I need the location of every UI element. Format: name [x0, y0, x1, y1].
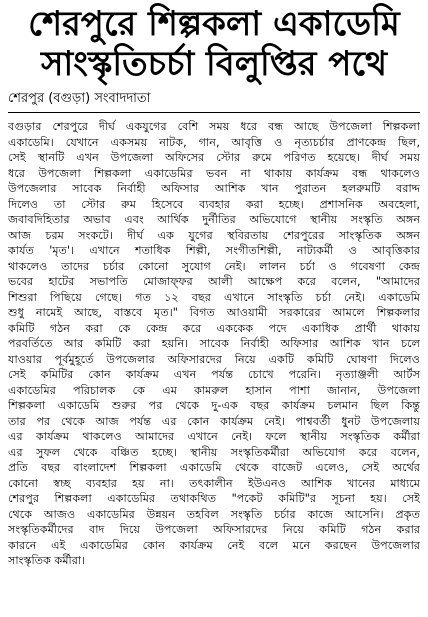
article-body	[8, 119, 420, 569]
body-line: বগুড়ার শেরপুরে দীর্ঘ একযুগের বেশি সময় ধরে বন্ধ আছে উপজেলা শিল্পকলা	[8, 120, 420, 133]
body-line: ধরে উপজেলা শিল্পকলা একাডেমির ভবন না থাকায় কার্যক্রম বন্ধ থাকলেও	[8, 166, 420, 180]
body-line: একাডেমি। যেখানে একসময় নাটক, গান, আবৃত্তি ও নৃত্যচর্চার প্রাণকেন্দ্র ছিল,	[8, 135, 420, 149]
body-line: শিল্পকলা একাডেমি শুরুর পর থেকে দু-এক বছর কার্যক্রম চলমান ছিল কিন্তু	[8, 399, 420, 412]
byline-divider	[8, 112, 420, 113]
body-line: কারনে এই একাডেমির কোন কার্যক্রম নেই বলে মনে করছেন উপজেলার	[8, 538, 420, 552]
body-line: আজ চরম সংকটে। দীর্ঘ এক যুগের স্থবিরতায় শেরপুরের সাংস্কৃতিক অঙ্গন	[8, 228, 420, 242]
headline-line-2: সাংস্কৃতিচর্চা বিলুপ্তির পথে	[40, 44, 388, 84]
body-line: একাডেমির পরিচালক কে এম কামরুল হাসান পাশা জানান, উপজেলা	[8, 383, 420, 397]
body-line: ভবের হাটের সভাপতি মোজাফ্ফর আলী আক্ষেপ করে বলেন, "আমাদের	[8, 275, 420, 288]
body-line: কমিটি গঠন করা কে কেন্দ্র করে এককেক পদে একাধিক প্রার্থী থাকায়	[8, 321, 420, 335]
body-line: পরবর্তিতে আর কমিটি করা হয়নি। সাবেক নির্বাহী অফিসার আশিক খান চলে	[8, 337, 420, 350]
body-line: প্রতি বছর বাংলাদেশ শিল্পকলা একাডেমি থেকে বাজেট এলেও, সেই অর্থের	[8, 461, 420, 474]
body-line: কোনো স্বচ্ছ ব্যবহার হয় না। তৎকালীন ইউএনও আশিক খানের মাধ্যমে	[8, 476, 420, 490]
body-line: সংস্কৃতিকর্মীদের বাদ দিয়ে উপজেলা অফিসারদের নিয়ে কমিটি গঠন করার	[8, 523, 420, 536]
headline	[8, 4, 420, 84]
body-line: উপজেলার সাবেক নির্বাহী অফিসার আশিক খান পুরাতন হলরুমটি বরাদ্দ	[8, 182, 420, 195]
body-line: দিলেও তা স্টোর রুম হিসেবে ব্যবহার করা হচ্ছে। প্রশাসনিক অবহেলা,	[8, 197, 420, 211]
body-line: তার পর থেকে আজ পর্যন্ত এর কোন কার্যক্রম নেই। পাশ্ববর্তী ধুনট উপজেলায়	[8, 414, 420, 428]
body-line: শুধু নামেই আছে, বাস্তবে মৃত।" বিগত আওয়ামী সরকারের আমলে শিল্পকলার	[8, 306, 420, 319]
body-line: এর কার্যক্রম থাকলেও আমাদের এখানে নেই। ফলে স্থানীয় সংস্কৃতিক কর্মীরা	[8, 430, 420, 443]
headline-line-1: শেরপুরে শিল্পকলা একাডেমি	[28, 4, 400, 44]
body-line: শিশুরা পিছিয়ে গেছে। গত ১২ বছর এখানে সাংস্কৃতি চর্চা নেই। একাডেমি	[8, 290, 420, 304]
body-line: থেকে আজও একাডেমির উন্নয়ন তহবিল সংস্কৃতি চর্চার কাজে আসেনি। প্রকৃত	[8, 507, 420, 521]
body-line: সেই কমিটির কোন কার্যক্রম এখন পর্যন্ত চোখে পরেনি। নৃত্যাঞ্জলী আর্টস	[8, 368, 420, 381]
body-line: শেরপুর শিল্পকলা একাডেমির তথাকথিত "পকেট কমিটি"র সূচনা হয়। সেই	[8, 492, 420, 505]
body-line: থাকলেও তাদের চর্চার কোনো সুযোগ নেই। লালন চর্চা ও গবেষণা কেন্দ্র	[8, 259, 420, 273]
body-line: জবাবদিহিতার অভাব এবং আর্থিক দুর্নীতির অভিযোগে স্থানীয় সংস্কৃতি অঙ্গন	[8, 213, 420, 226]
body-line: সেই স্থানটি এখন উপজেলা অফিসের স্টোর রুমে পরিণত হয়েছে। দীর্ঘ সময়	[8, 151, 420, 164]
body-line: যাওয়ার পূর্বমুহূর্তে উপজেলার অফিসারদের নিয়ে একটি কমিটি ঘোষণা দিলেও	[8, 352, 420, 366]
body-line: এর সুফল থেকে বঞ্চিত হচ্ছে। স্থানীয় সংস্কৃতিকর্মীরা অভিযোগ করে বলেন,	[8, 445, 420, 459]
body-line: সাংস্কৃতিক কর্মীরা।	[8, 554, 86, 567]
body-line: কার্যত 'মৃত'। এখানে শতাধিক শিল্পী, সংগীতশিল্পী, নাট্যকর্মী ও আবৃত্তিকার	[8, 244, 420, 257]
byline: শেরপুর (বগুড়া) সংবাদদাতা	[8, 91, 151, 106]
